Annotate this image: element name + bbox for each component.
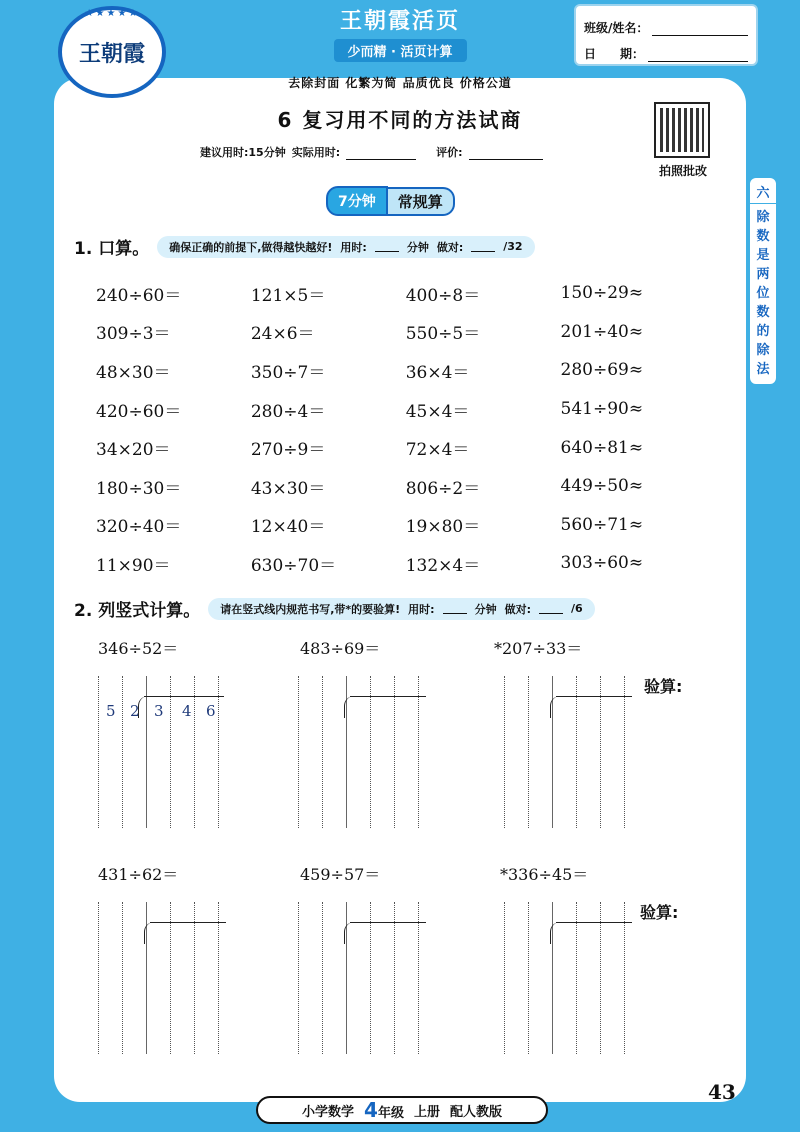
- time-field[interactable]: [375, 242, 399, 252]
- division-bar: [150, 922, 226, 923]
- time-label: 用时:: [408, 602, 435, 616]
- chapter-number: 六: [750, 184, 776, 204]
- time-unit: 分钟: [474, 602, 497, 616]
- chapter-char: 是: [756, 248, 770, 263]
- oral-problem[interactable]: 630÷70＝: [250, 555, 337, 576]
- evaluation-label: 评价:: [436, 146, 463, 159]
- hint-text: 确保正确的前提下,做得越快越好!: [169, 240, 333, 254]
- oral-row: [96, 351, 696, 390]
- section-1-header: [74, 234, 535, 259]
- actual-time-label: 实际用时:: [291, 146, 341, 159]
- lesson-meta: [200, 144, 543, 160]
- oral-problem[interactable]: 541÷90≈: [560, 399, 644, 420]
- time-badge: [326, 186, 455, 216]
- correct-field[interactable]: [539, 604, 563, 614]
- division-bracket: [550, 922, 564, 944]
- student-info-box: [574, 4, 758, 66]
- oral-problem[interactable]: 24×6＝: [250, 324, 315, 345]
- date-field[interactable]: [648, 48, 748, 62]
- chapter-side-tab: [748, 176, 778, 386]
- oral-row: [96, 467, 696, 506]
- oral-problem[interactable]: 280÷4＝: [250, 401, 326, 422]
- oral-problem[interactable]: 400÷8＝: [405, 285, 481, 306]
- division-bracket: [138, 696, 152, 718]
- correct-label: 做对:: [504, 602, 531, 616]
- oral-row: [96, 390, 696, 429]
- oral-problem[interactable]: 320÷40＝: [96, 517, 182, 538]
- section-2-number: 2. 列竖式计算。: [74, 601, 201, 621]
- check-label: 验算:: [644, 677, 683, 696]
- oral-problem[interactable]: 45×4＝: [405, 401, 470, 422]
- oral-problem[interactable]: 240÷60＝: [96, 285, 182, 306]
- vertical-problem: 346÷52＝: [98, 639, 179, 658]
- oral-problem[interactable]: 350÷7＝: [250, 362, 326, 383]
- check-label: 验算:: [640, 903, 679, 922]
- footer-grade-suffix: 年级: [377, 1106, 404, 1121]
- division-bar: [144, 696, 224, 697]
- division-bar: [556, 922, 632, 923]
- vertical-problem: 431÷62＝: [98, 865, 179, 884]
- division-bracket: [344, 696, 358, 718]
- vertical-problem: 459÷57＝: [300, 865, 381, 884]
- oral-row: [96, 506, 696, 545]
- footer-grade: 4: [364, 1098, 378, 1122]
- hint-text: 请在竖式线内规范书写,带*的要验算!: [220, 602, 401, 616]
- footer-edition: 配人教版: [449, 1104, 502, 1120]
- qr-label: 拍照批改: [658, 164, 707, 178]
- time-badge-minutes: 7分钟: [326, 186, 388, 216]
- time-badge-label: 常规算: [388, 187, 455, 216]
- brand-header: [300, 4, 500, 62]
- written-digit: 3: [154, 702, 164, 720]
- division-bar: [556, 696, 632, 697]
- chapter-char: 的: [756, 324, 770, 339]
- oral-calc-grid: [96, 274, 696, 583]
- footer-volume: 上册: [413, 1104, 440, 1120]
- brand-logo: [58, 6, 166, 98]
- division-work-area[interactable]: [98, 676, 226, 828]
- chapter-char: 位: [756, 286, 770, 301]
- oral-problem[interactable]: 201÷40≈: [560, 321, 644, 342]
- logo-text: 王朝霞: [78, 40, 145, 67]
- vertical-problem: *336÷45＝: [500, 865, 589, 884]
- slogan: 去除封面 化繁为简 品质优良 价格公道: [288, 76, 512, 90]
- chapter-char: 除: [756, 210, 770, 225]
- division-work-area[interactable]: [504, 902, 632, 1054]
- oral-problem[interactable]: 72×4＝: [405, 440, 470, 461]
- qr-code-icon[interactable]: [654, 102, 710, 158]
- correct-field[interactable]: [471, 242, 495, 252]
- division-work-area[interactable]: [504, 676, 632, 828]
- oral-problem[interactable]: 121×5＝: [250, 285, 326, 306]
- oral-problem[interactable]: 550÷5＝: [405, 324, 481, 345]
- written-digit: 5: [106, 702, 116, 720]
- written-digit: 6: [206, 702, 216, 720]
- division-bar: [350, 696, 426, 697]
- oral-row: [96, 544, 696, 583]
- oral-problem[interactable]: 303÷60≈: [560, 553, 644, 574]
- evaluation-field[interactable]: [469, 148, 543, 160]
- oral-row: [96, 313, 696, 352]
- division-bracket: [144, 922, 158, 944]
- division-work-area[interactable]: [298, 902, 426, 1054]
- oral-problem[interactable]: 19×80＝: [405, 517, 481, 538]
- oral-problem[interactable]: 43×30＝: [250, 478, 326, 499]
- chapter-char: 数: [756, 229, 770, 244]
- footer-subject: 小学数学: [302, 1104, 355, 1120]
- oral-row: [96, 274, 696, 313]
- chapter-char: 除: [756, 343, 770, 358]
- oral-row: [96, 428, 696, 467]
- chapter-char: 法: [756, 362, 770, 377]
- division-work-area[interactable]: [298, 676, 426, 828]
- vertical-problem: *207÷33＝: [494, 639, 583, 658]
- chapter-char: 数: [756, 305, 770, 320]
- brand-title: 王朝霞活页: [339, 8, 460, 34]
- oral-problem[interactable]: 180÷30＝: [96, 478, 182, 499]
- oral-problem[interactable]: 280÷69≈: [560, 360, 644, 381]
- time-field[interactable]: [443, 604, 467, 614]
- brand-subtitle: 少而精 · 活页计算: [334, 39, 467, 62]
- footer-badge: [256, 1096, 548, 1124]
- division-bracket: [550, 696, 564, 718]
- suggested-time: 建议用时:15分钟: [200, 146, 286, 159]
- division-bracket: [344, 922, 358, 944]
- page-title: 6 复习用不同的方法试商: [277, 108, 523, 132]
- class-name-label: 班级/姓名：: [584, 21, 649, 35]
- oral-problem[interactable]: 420÷60＝: [96, 401, 182, 422]
- page-number: 43: [708, 1080, 736, 1104]
- written-digit: 4: [182, 702, 192, 720]
- date-label: 日 期：: [584, 47, 645, 61]
- section-1-number: 1. 口算。: [74, 239, 150, 259]
- oral-problem[interactable]: 806÷2＝: [405, 478, 481, 499]
- oral-problem[interactable]: 640÷81≈: [560, 437, 644, 458]
- oral-problem[interactable]: 449÷50≈: [560, 476, 644, 497]
- correct-label: 做对:: [436, 240, 464, 254]
- oral-problem[interactable]: 560÷71≈: [560, 514, 644, 535]
- oral-problem[interactable]: 150÷29≈: [560, 283, 644, 304]
- oral-problem[interactable]: 270÷9＝: [250, 440, 326, 461]
- section-2-hint: [208, 598, 594, 620]
- oral-problem[interactable]: 132×4＝: [405, 555, 481, 576]
- oral-problem[interactable]: 48×30＝: [96, 362, 171, 383]
- correct-total: /32: [503, 240, 523, 253]
- oral-problem[interactable]: 309÷3＝: [96, 324, 171, 345]
- actual-time-field[interactable]: [346, 148, 416, 160]
- class-name-field[interactable]: [652, 22, 748, 36]
- section-1-hint: [157, 236, 534, 258]
- written-digit: 2: [130, 702, 140, 720]
- time-label: 用时:: [340, 240, 367, 254]
- star-icon: ★★★★★: [84, 8, 140, 19]
- oral-problem[interactable]: 34×20＝: [96, 440, 171, 461]
- correct-total: /6: [570, 602, 583, 615]
- oral-problem[interactable]: 36×4＝: [405, 362, 470, 383]
- division-work-area[interactable]: [98, 902, 226, 1054]
- chapter-char: 两: [756, 267, 770, 282]
- oral-problem[interactable]: 11×90＝: [96, 555, 171, 576]
- section-2-header: [74, 596, 595, 621]
- oral-problem[interactable]: 12×40＝: [250, 517, 326, 538]
- time-unit: 分钟: [406, 240, 429, 254]
- vertical-problem: 483÷69＝: [300, 639, 381, 658]
- division-bar: [350, 922, 426, 923]
